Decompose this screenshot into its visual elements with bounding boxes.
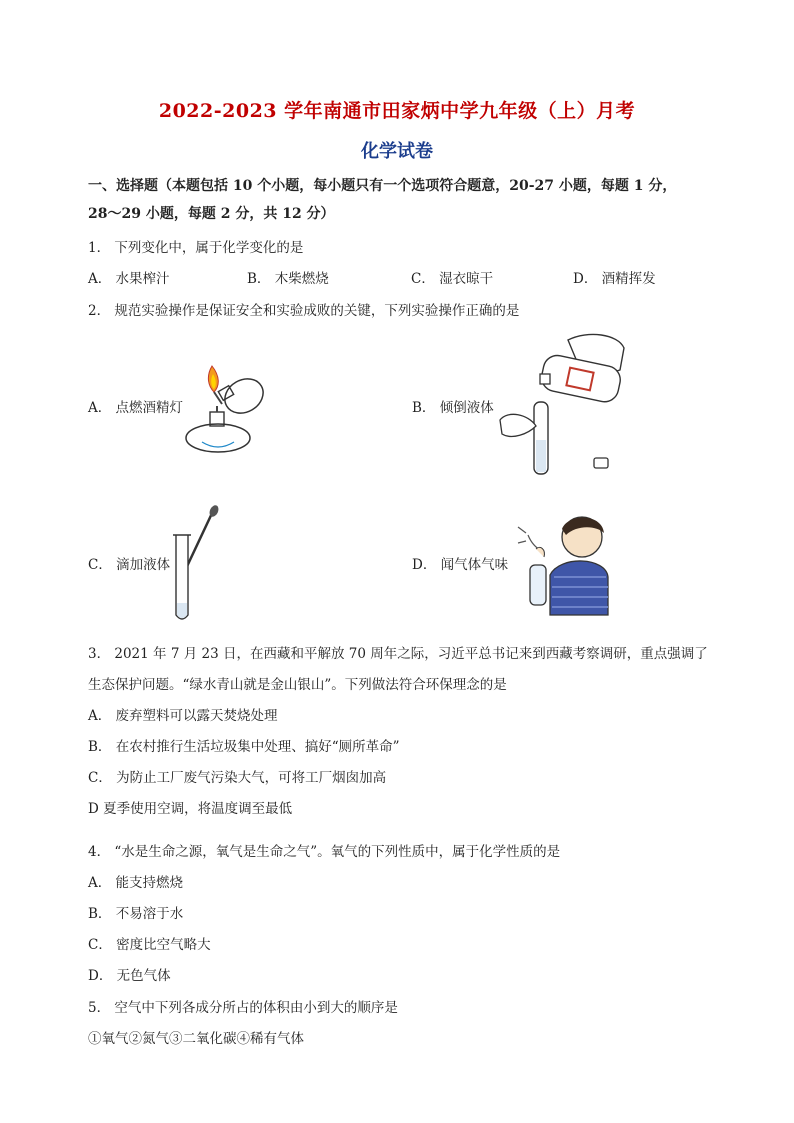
q3-stem-line2: 生态保护问题。“绿水青山就是金山银山”。下列做法符合环保理念的是 <box>88 677 507 693</box>
q2-option-d: D． 闻气体气味 <box>412 557 509 573</box>
q3-option-b: B． 在农村推行生活垃圾集中处理、搞好“厕所革命” <box>88 739 400 755</box>
q5-stem: 5． 空气中下列各成分所占的体积由小到大的顺序是 <box>88 1000 398 1016</box>
q3-option-c: C． 为防止工厂废气污染大气，可将工厂烟囱加高 <box>88 770 387 786</box>
q4-stem: 4． “水是生命之源，氧气是生命之气”。氧气的下列性质中，属于化学性质的是 <box>88 844 561 860</box>
q5-components: ①氧气②氮气③二氧化碳④稀有气体 <box>88 1031 304 1047</box>
q4-option-b: B． 不易溶于水 <box>88 906 184 922</box>
dropper-illustration <box>170 505 220 625</box>
q3-stem-line1: 3． 2021 年 7 月 23 日，在西藏和平解放 70 周年之际，习近平总书记来到西藏考察调研，重点强调了 <box>88 646 708 662</box>
section-heading-line2: 28～29 小题，每题 2 分，共 12 分） <box>88 206 335 222</box>
q1-option-c: C． 湿衣晾干 <box>411 271 494 287</box>
exam-subtitle: 化学试卷 <box>361 141 433 162</box>
q3-option-a: A． 废弃塑料可以露天焚烧处理 <box>88 708 278 724</box>
q2-option-c: C． 滴加液体 <box>88 557 171 573</box>
alcohol-lamp-illustration <box>182 366 268 454</box>
q3-option-d: D 夏季使用空调，将温度调至最低 <box>88 801 293 817</box>
pouring-liquid-illustration <box>498 330 638 480</box>
q4-option-a: A． 能支持燃烧 <box>88 875 184 891</box>
q1-option-b: B． 木柴燃烧 <box>247 271 329 287</box>
section-heading-line1: 一、选择题（本题包括 10 个小题，每小题只有一个选项符合题意，20-27 小题，每题 1 分， <box>88 178 677 194</box>
q2-stem: 2． 规范实验操作是保证安全和实验成败的关键，下列实验操作正确的是 <box>88 303 520 319</box>
q4-option-c: C． 密度比空气略大 <box>88 937 211 953</box>
q2-option-a: A． 点燃酒精灯 <box>88 400 184 416</box>
section-heading <box>88 172 728 228</box>
exam-title: 2022-2023 学年南通市田家炳中学九年级（上）月考 <box>158 100 636 122</box>
q4-option-d: D． 无色气体 <box>88 968 171 984</box>
q1-option-d: D． 酒精挥发 <box>573 271 656 287</box>
smelling-gas-illustration <box>510 515 610 615</box>
q1-option-a: A． 水果榨汁 <box>88 271 170 287</box>
q2-option-b: B． 倾倒液体 <box>412 400 494 416</box>
q1-stem: 1． 下列变化中，属于化学变化的是 <box>88 240 304 256</box>
